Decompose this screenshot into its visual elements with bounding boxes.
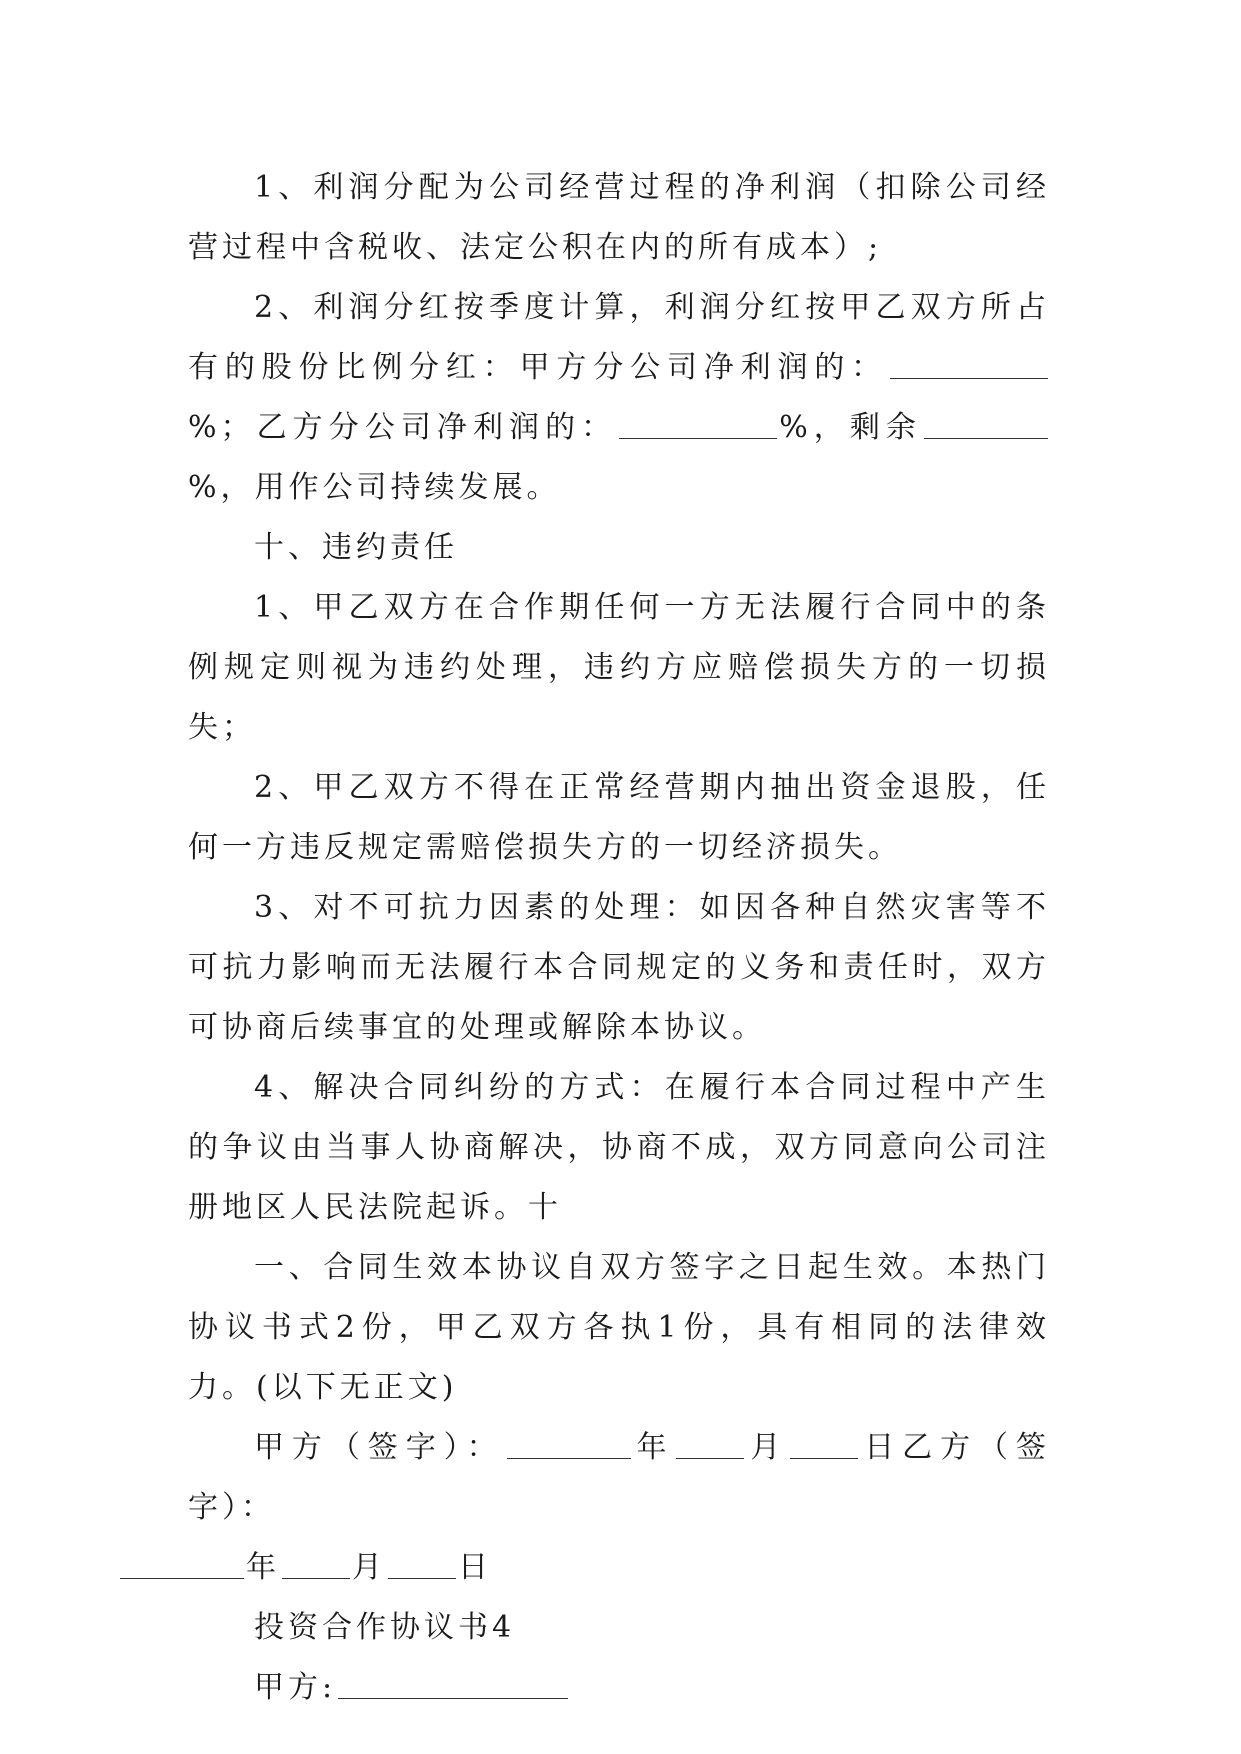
day-label-b: 日 [458,1550,492,1585]
party-b-year-blank [120,1548,244,1579]
party-a-share-blank [890,348,1048,379]
section-heading-breach: 十、违约责任 [254,530,458,565]
month-label: 月 [746,1430,789,1465]
party-b-signature-label: 日乙方（签字）： [188,1430,1050,1525]
dividend-text-3: %，剩余 [779,410,922,445]
dividend-text-1: 2、利润分红按季度计算，利润分红按甲乙双方所占有的股份比例分红：甲方分公司净利润的： [188,290,1050,385]
party-b-share-blank [619,408,777,439]
year-label-b: 年 [246,1550,280,1585]
party-a-name-blank [338,1668,568,1699]
year-label: 年 [632,1430,675,1465]
month-label-b: 月 [352,1550,386,1585]
party-b-day-blank [388,1548,456,1579]
party-a-line [188,1658,1050,1718]
signature-line [188,1418,1050,1598]
clause-effectiveness: 一、合同生效本协议自双方签字之日起生效。本热门协议书式2份，甲乙双方各执1份，具有相同的法律效力。(以下无正文) [188,1250,1050,1405]
remaining-share-blank [924,408,1048,439]
clause-profit-distribution: 1、利润分配为公司经营过程的净利润（扣除公司经营过程中含税收、法定公积在内的所有成本）; [188,170,1050,265]
party-a-year-blank [507,1428,631,1459]
clause-breach-1: 1、甲乙双方在合作期任何一方无法履行合同中的条例规定则视为违约处理，违约方应赔偿损失方的一切损失； [188,590,1050,745]
party-a-label: 甲方: [254,1670,337,1705]
dividend-text-4: %，用作公司持续发展。 [188,470,561,505]
clause-dividend [188,278,1050,518]
clause-force-majeure: 3、对不可抗力因素的处理：如因各种自然灾害等不可抗力影响而无法履行本合同规定的义务和责任时，双方可协商后续事宜的处理或解除本协议。 [188,890,1050,1045]
party-a-signature-label: 甲方（签字）： [254,1430,505,1465]
party-a-month-blank [676,1428,744,1459]
party-a-day-blank [790,1428,858,1459]
clause-dispute: 4、解决合同纠纷的方式：在履行本合同过程中产生的争议由当事人协商解决，协商不成，双方同意向公司注册地区人民法院起诉。十 [188,1070,1050,1225]
document-body [188,158,1050,1718]
clause-breach-2: 2、甲乙双方不得在正常经营期内抽出资金退股，任何一方违反规定需赔偿损失方的一切经济损失。 [188,770,1050,865]
dividend-text-2: %；乙方分公司净利润的： [188,410,618,445]
agreement-title-4: 投资合作协议书4 [254,1610,516,1645]
party-b-month-blank [282,1548,350,1579]
